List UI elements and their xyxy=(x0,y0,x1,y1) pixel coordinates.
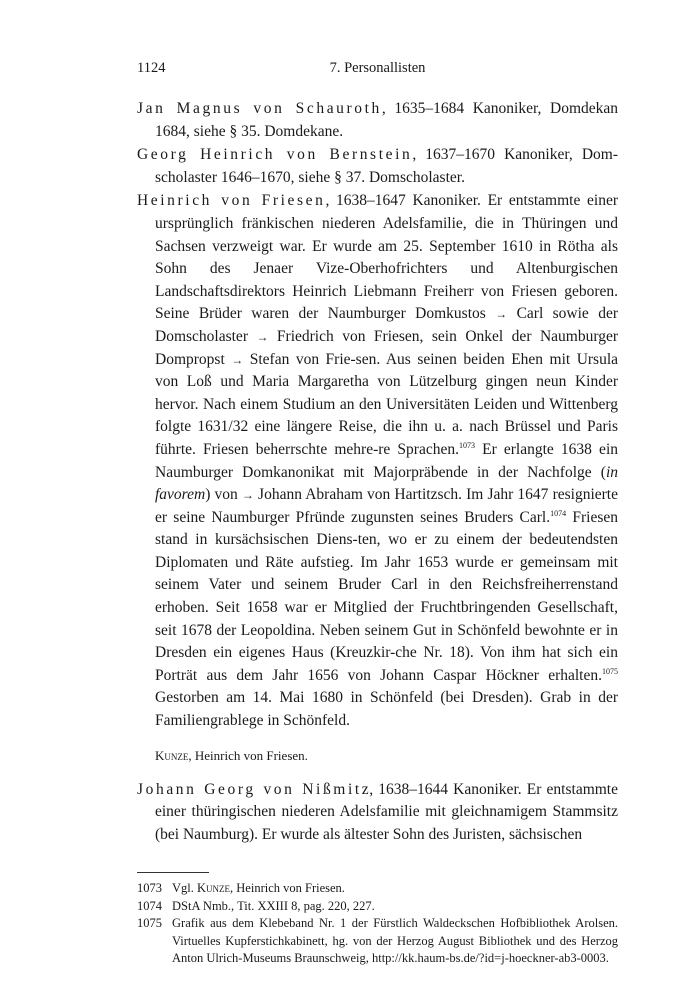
footnote-marker: 1073 xyxy=(458,440,475,450)
entry-text: , 1638–1647 Kanoniker. Er entstammte einer ursprünglich fränkischen niederen Adelsfamilie, die in Thüringen und Sachsen verzweigt war. Er wurde am 25. September 1610 in Rötha als Sohn des Jenaer Vize-Oberhofrichters und Altenburgischen Landschaftsdirektors Heinrich Liebmann Freiherr von Friesen geboren. Seine Brüder waren der Naumburger Domkustos xyxy=(155,192,618,323)
entry-bernstein xyxy=(137,144,618,189)
book-page xyxy=(137,60,618,968)
entry-schauroth xyxy=(137,98,618,143)
entry-text: Carl sowie der Domscholaster xyxy=(155,305,618,345)
footnote xyxy=(137,915,618,968)
cross-reference-arrow: → xyxy=(256,329,269,344)
footnote-marker: 1074 xyxy=(550,508,567,518)
footnote xyxy=(137,880,618,898)
footnote-rule xyxy=(137,872,209,873)
entry-nissmitz xyxy=(137,779,618,847)
entry-text: , 1635–1684 Kanoniker, Domdekan 1684, siehe § 35. Domdekane. xyxy=(155,100,619,140)
entry-text: ) von xyxy=(205,486,242,504)
footnote-number: 1075 xyxy=(137,916,162,931)
footnote-number: 1074 xyxy=(137,898,162,913)
running-head xyxy=(137,60,618,84)
footnote-text-part: , Heinrich von Friesen. xyxy=(230,881,345,896)
italic-phrase: in favorem xyxy=(155,463,618,504)
entry-text: Friedrich von Friesen, sein Onkel der Naumburger Dompropst xyxy=(155,327,618,368)
entry-text: Friesen stand in kursächsischen Diens-ten, wo er zu einem der bedeutendsten Diplomaten und Räte aufstieg. Im Jahr 1653 wurde er gemeinsam mit seinem Vater und seinem Bruder Carl in den Reichsfreiherrenstand erhoben. Seit 1658 war er Mitglied der Fruchtbringenden Gesellschaft, seit 1678 der Leopoldina. Neben seinem Gut in Schönfeld bewohnte er in Dresden ein eigenes Haus (Kreuzkir-che Nr. 18). Von ihm hat sich ein Porträt aus dem Jahr 1656 von Johann Caspar Höckner erhalten. xyxy=(155,508,618,684)
cross-reference-arrow: → xyxy=(495,307,508,322)
bib-title: , Heinrich von Friesen. xyxy=(188,747,308,763)
footnote-text xyxy=(172,880,618,898)
entry-name-tail: z xyxy=(361,780,372,798)
bib-author: Kunze xyxy=(155,747,189,763)
entry-text: , 1638–1644 Kanoniker. Er entstammte einer thüringischen niederen Adelsfamilie mit gleichnamigem Stammsitz (bei Naumburg). Er wurde als ältester Sohn des Juristen, sächsischen xyxy=(155,780,618,843)
entry-text: Stefan von Frie-sen. Aus seinen beiden Ehen mit Ursula von Loß und Maria Margaretha von Lützelburg gingen neun Kinder hervor. Nach einem Studium an den Universitäten Leiden und Wittenberg folgte 1631/32 eine längere Reise, die ihn u. a. nach Brüssel und Paris führte. Friesen beherrschte mehre-re Sprachen. xyxy=(155,350,619,458)
cross-reference-arrow: → xyxy=(231,352,244,367)
footnote-author: Kunze xyxy=(197,881,231,896)
running-title: 7. Personallisten xyxy=(329,60,426,76)
footnote-marker: 1075 xyxy=(602,666,618,676)
page-number: 1124 xyxy=(137,60,166,76)
footnote-text-part: Vgl. xyxy=(172,881,197,896)
entry-text: , 1637–1670 Kanoniker, Dom-scholaster 1646–1670, siehe § 37. Domscholaster. xyxy=(155,146,619,186)
bibliography-note xyxy=(137,747,618,765)
footnote-text: Grafik aus dem Klebeband Nr. 1 der Fürstlich Waldeckschen Hofbibliothek Arolsen. Virtuelles Kupferstichkabinett, hg. von der Herzog August Bibliothek und des Herzog Anton Ulrich-Museums Braunschweig, http://kk.haum-bs.de/?id=j-hoeckner-ab3-0003. xyxy=(172,916,618,966)
entry-name: Heinrich von Friesen xyxy=(137,192,326,210)
entry-name: Georg Heinrich von Bernstein xyxy=(137,146,413,164)
entry-name: Johann Georg von Nißmit xyxy=(137,780,362,798)
entry-text: Gestorben am 14. Mai 1680 in Schönfeld (bei Dresden). Grab in der Familiengrablege in Schönfeld. xyxy=(155,689,618,730)
footnote-number: 1073 xyxy=(137,881,162,896)
footnote-text: DStA Nmb., Tit. XXIII 8, pag. 220, 227. xyxy=(172,898,375,913)
footnotes xyxy=(137,880,618,968)
entry-text: Er erlangte 1638 ein Naumburger Domkanonikat mit Majorpräbende in der Nachfolge ( xyxy=(155,440,618,481)
entry-name: Jan Magnus von Schauroth xyxy=(137,100,382,117)
entry-text: Johann Abraham von Hartitzsch. Im Jahr 1647 resignierte er seine Naumburger Pfründe zugunsten seines Bruders Carl. xyxy=(155,486,618,526)
entries xyxy=(137,98,618,846)
entry-friesen xyxy=(137,190,618,732)
cross-reference-arrow: → xyxy=(241,488,254,503)
footnote xyxy=(137,898,618,916)
